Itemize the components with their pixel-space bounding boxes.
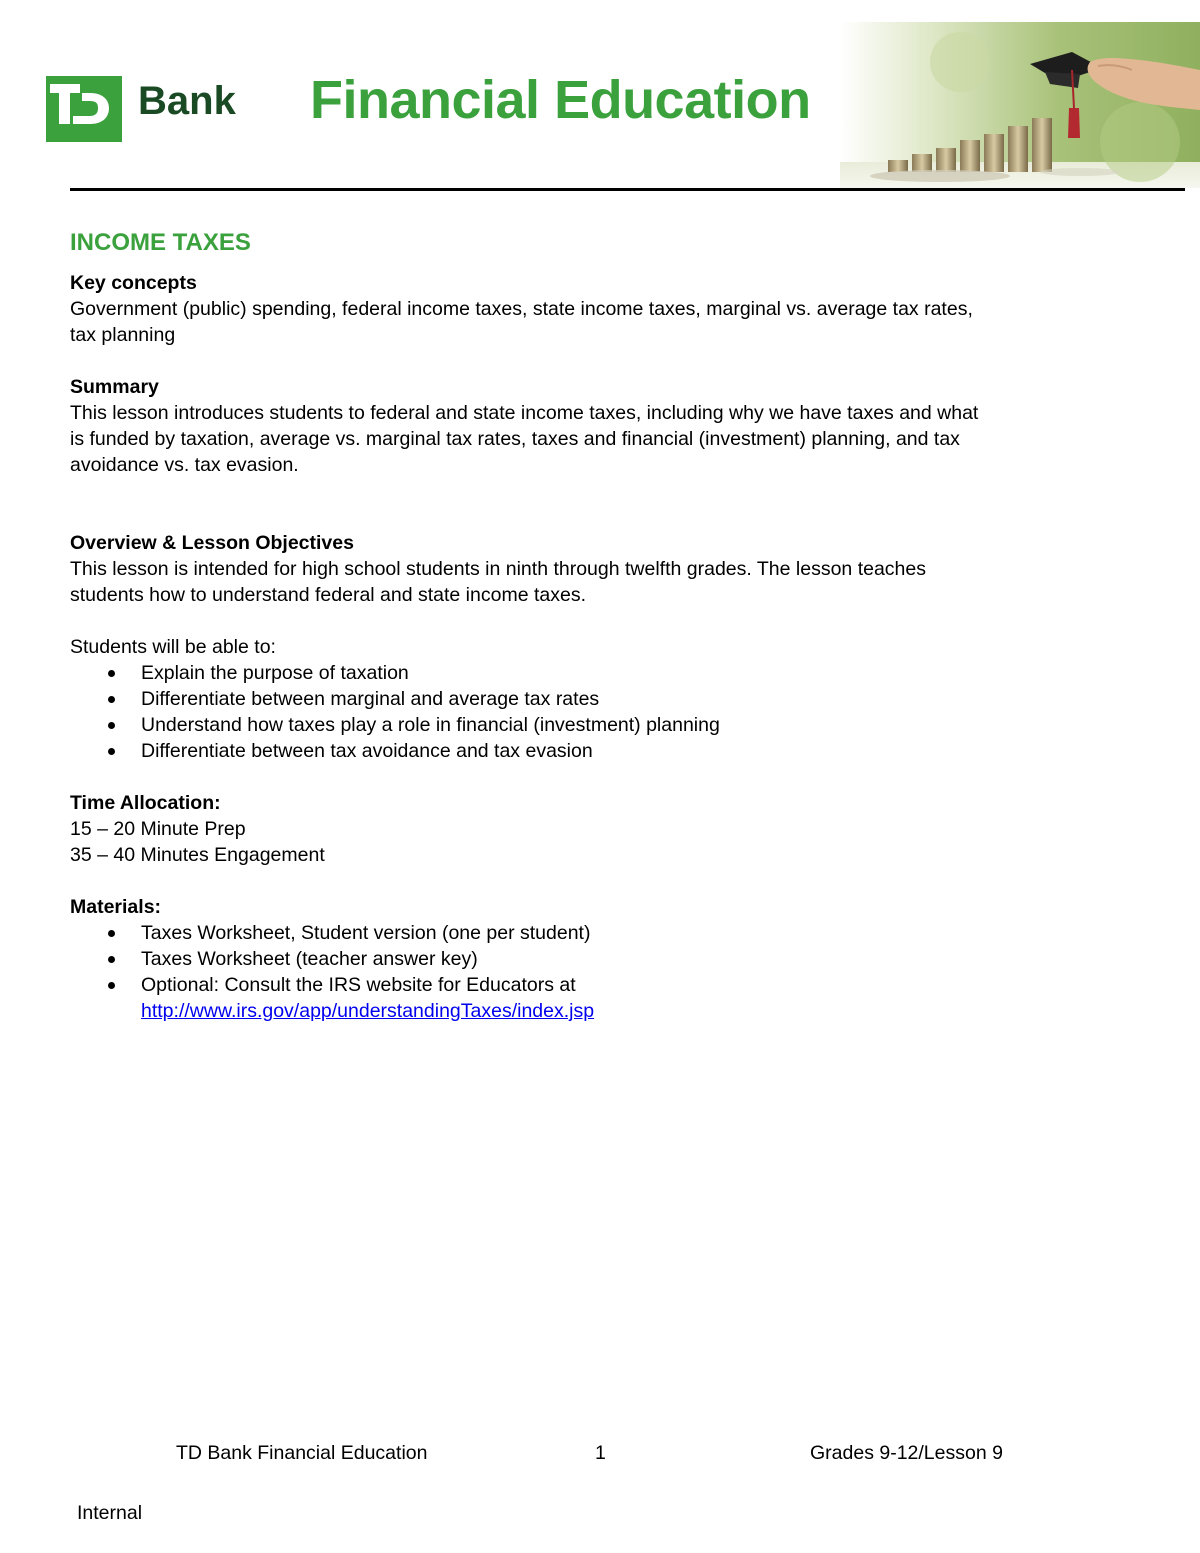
page-title: INCOME TAXES [70,229,251,256]
materials-heading: Materials: [70,896,162,918]
irs-educators-link[interactable]: http://www.irs.gov/app/understandingTaxes/index.jsp [141,1000,595,1022]
footer-left: TD Bank Financial Education [176,1442,428,1464]
bullet-icon [108,696,115,703]
key-concepts-line: tax planning [70,324,176,346]
bank-wordmark: Bank [138,79,236,123]
header-divider [70,188,1185,191]
overview-heading: Overview & Lesson Objectives [70,532,354,554]
material-text: Optional: Consult the IRS website for Educators at [141,974,576,996]
td-logo-mark-icon [46,76,114,130]
list-item [70,660,1140,686]
key-concepts-line: Government (public) spending, federal income taxes, state income taxes, marginal vs. average tax rates, [70,298,973,320]
overview-line: students how to understand federal and state income taxes. [70,584,586,606]
footer-right: Grades 9-12/Lesson 9 [810,1442,1003,1464]
time-allocation-heading: Time Allocation: [70,792,221,814]
list-item [70,946,1140,972]
objective-text: Explain the purpose of taxation [141,662,409,684]
summary-heading: Summary [70,376,159,398]
key-concepts-heading: Key concepts [70,272,197,294]
bullet-icon [108,982,115,989]
classification-label: Internal [77,1502,143,1524]
program-title: Financial Education [310,70,811,130]
objective-text: Differentiate between marginal and average tax rates [141,688,600,710]
time-prep: 15 – 20 Minute Prep [70,818,246,840]
bullet-icon [108,748,115,755]
list-item [70,686,1140,712]
bullet-icon [108,930,115,937]
materials-list [70,920,1140,1024]
hero-image [840,22,1200,188]
list-item [70,738,1140,764]
material-text: Taxes Worksheet, Student version (one per student) [141,922,591,944]
bullet-icon [108,670,115,677]
list-item [70,712,1140,738]
summary-line: This lesson introduces students to federal and state income taxes, including why we have taxes and what [70,402,979,424]
objective-text: Differentiate between tax avoidance and tax evasion [141,740,593,762]
time-engagement: 35 – 40 Minutes Engagement [70,844,325,866]
objectives-list [70,660,1140,764]
bullet-icon [108,722,115,729]
bullet-icon [108,956,115,963]
summary-line: is funded by taxation, average vs. marginal tax rates, taxes and financial (investment) planning, and tax [70,428,960,450]
page-number: 1 [595,1442,606,1464]
students-intro: Students will be able to: [70,636,276,658]
td-logo [46,76,122,142]
summary-line: avoidance vs. tax evasion. [70,454,299,476]
list-item [70,920,1140,946]
material-text: Taxes Worksheet (teacher answer key) [141,948,478,970]
objective-text: Understand how taxes play a role in financial (investment) planning [141,714,720,736]
list-item [70,972,1140,1024]
document-header [0,0,1200,192]
lesson-content [70,228,1140,1024]
overview-line: This lesson is intended for high school students in ninth through twelfth grades. The lesson teaches [70,558,926,580]
